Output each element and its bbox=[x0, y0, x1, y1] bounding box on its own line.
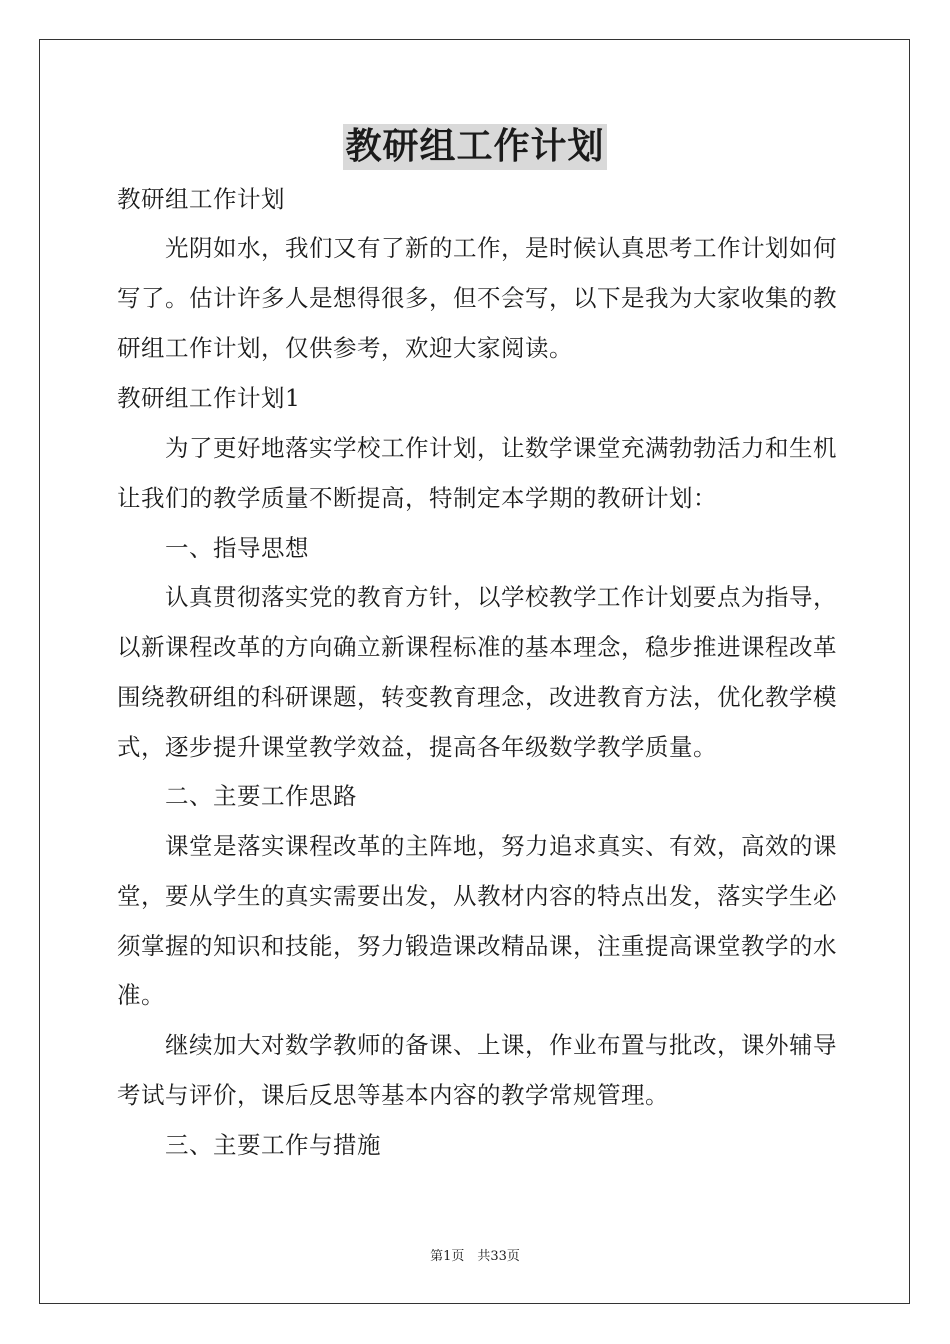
text-line: 堂，要从学生的真实需要出发，从教材内容的特点出发，落实学生必 bbox=[117, 882, 837, 910]
text-line: 须掌握的知识和技能，努力锻造课改精品课，注重提高课堂教学的水 bbox=[117, 932, 837, 960]
text-line: 认真贯彻落实党的教育方针，以学校教学工作计划要点为指导， bbox=[117, 583, 837, 611]
text-line: 研组工作计划，仅供参考，欢迎大家阅读。 bbox=[117, 334, 573, 362]
text-line: 一、指导思想 bbox=[117, 534, 309, 562]
text-line: 三、主要工作与措施 bbox=[117, 1131, 381, 1159]
text-line: 光阴如水，我们又有了新的工作，是时候认真思考工作计划如何 bbox=[117, 234, 837, 262]
text-line: 继续加大对数学教师的备课、上课，作业布置与批改，课外辅导 bbox=[117, 1031, 837, 1059]
title-container bbox=[0, 124, 950, 170]
text-line: 围绕教研组的科研课题，转变教育理念，改进教育方法，优化教学模 bbox=[117, 683, 837, 711]
text-line: 为了更好地落实学校工作计划，让数学课堂充满勃勃活力和生机 bbox=[117, 434, 837, 462]
page-border bbox=[39, 39, 910, 1304]
document-title: 教研组工作计划 bbox=[343, 124, 606, 170]
page-footer: 第1页 共33页 bbox=[430, 1249, 520, 1264]
text-line: 准。 bbox=[117, 981, 165, 1009]
text-line: 写了。估计许多人是想得很多，但不会写，以下是我为大家收集的教 bbox=[117, 284, 837, 312]
text-line: 考试与评价，课后反思等基本内容的教学常规管理。 bbox=[117, 1081, 669, 1109]
text-line: 二、主要工作思路 bbox=[117, 782, 357, 810]
text-line: 让我们的教学质量不断提高，特制定本学期的教研计划： bbox=[117, 484, 717, 512]
text-line: 教研组工作计划 bbox=[117, 185, 285, 213]
text-line: 教研组工作计划1 bbox=[117, 384, 301, 412]
text-line: 课堂是落实课程改革的主阵地，努力追求真实、有效，高效的课 bbox=[117, 832, 837, 860]
text-line: 以新课程改革的方向确立新课程标准的基本理念，稳步推进课程改革 bbox=[117, 633, 837, 661]
text-line: 式，逐步提升课堂教学效益，提高各年级数学教学质量。 bbox=[117, 733, 717, 761]
